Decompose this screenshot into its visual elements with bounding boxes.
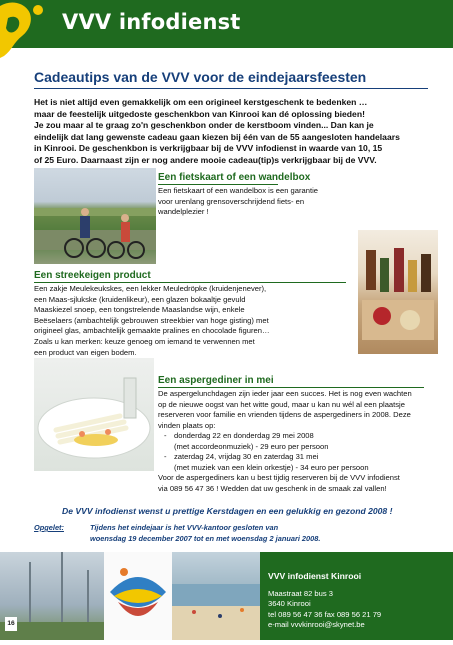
section-divider bbox=[158, 184, 278, 185]
intro-line: in Kinrooi. De geschenkbon is verkrijgbaar bij de VVV infodienst in waarde van 10, 15 bbox=[34, 143, 383, 154]
list-item bbox=[158, 431, 369, 442]
body-line: vinden plaats op: bbox=[158, 420, 216, 430]
body-line: Een zakje Meulekeukskes, een lekker Meuledröpke (kruidenjenever), bbox=[34, 284, 267, 293]
body-line: wandelplezier ! bbox=[158, 207, 209, 217]
body-line: Zoals u kan merken: keuze genoeg om iemand te verwennen met bbox=[34, 336, 255, 346]
body-line: op de nieuwe oogst van het witte goud, maar u kan nu wél al een plaatsje bbox=[158, 399, 405, 409]
list-text: (met muziek van een klein orkestje) - 34 euro per persoon bbox=[174, 462, 369, 472]
list-text: (met accordeonmuziek) - 29 euro per persoon bbox=[174, 441, 329, 451]
body-line: Maaskiezel snoep, een tongstrelende Maaslandse wijn, enkele bbox=[34, 305, 245, 315]
vvv-logo bbox=[0, 0, 58, 58]
body-line: via 089 56 47 36 ! Wedden dat uw geschenk in de smaak zal vallen! bbox=[158, 483, 387, 493]
list-item bbox=[158, 463, 369, 474]
section-body-asperge bbox=[158, 389, 412, 431]
article-title: Cadeautips van de VVV voor de eindejaarsfeesten bbox=[34, 69, 367, 85]
section-body-streek bbox=[34, 284, 270, 358]
body-line: reserveren voor familie en vrienden tijdens de aspergediners in 2008. Deze bbox=[158, 410, 411, 420]
section-divider bbox=[158, 387, 424, 388]
body-line: Een fietskaart of een wandelbox is een garantie bbox=[158, 186, 318, 195]
body-line: Voor de aspergediners kan u best tijdig reserveren bij de VVV infodienst bbox=[158, 473, 400, 482]
section-body-fietskaart bbox=[158, 186, 318, 218]
contact-title: VVV infodienst Kinrooi bbox=[268, 571, 362, 581]
asparagus-dish-photo bbox=[34, 358, 154, 471]
body-line: origineel glas, ambachtelijk gemaakte pralines en chocolade figuren… bbox=[34, 326, 270, 336]
list-item bbox=[158, 442, 369, 453]
list-dash: - bbox=[164, 431, 167, 440]
region-emblem bbox=[104, 552, 172, 640]
lake-beach-photo bbox=[172, 552, 260, 640]
section-title-streek: Een streekeigen product bbox=[34, 270, 151, 281]
title-divider bbox=[34, 88, 428, 89]
list-text: donderdag 22 en donderdag 29 mei 2008 bbox=[174, 431, 314, 440]
section-divider bbox=[34, 282, 346, 283]
contact-phone: tel 089 56 47 36 fax 089 56 21 79 bbox=[268, 609, 382, 619]
body-line: De aspergelunchdagen zijn ieder jaar een succes. Het is nog even wachten bbox=[158, 389, 412, 398]
list-text: zaterdag 24, vrijdag 30 en zaterdag 31 mei bbox=[174, 452, 319, 462]
regional-products-photo bbox=[358, 230, 438, 354]
page-number: 16 bbox=[5, 617, 17, 631]
cyclists-photo bbox=[34, 168, 156, 264]
body-line: een Maas-sjlukske (kruidenlikeur), een glazen bokaaltje gevuld bbox=[34, 294, 246, 304]
header-title: VVV infodienst bbox=[62, 10, 241, 34]
intro-line: eindelijk dat lang gewenste cadeau gaan kiezen bij één van de 55 aangesloten handelaars bbox=[34, 131, 400, 142]
body-line: Beëselaers (ambachtelijk gebrouwen streekbier van hoge gisting) met bbox=[34, 315, 269, 325]
intro-line: Het is niet altijd even gemakkelijk om een origineel kerstgeschenk te bedenken … bbox=[34, 97, 368, 107]
notice-text bbox=[90, 523, 320, 544]
intro-line: Je zou maar al te graag zo'n geschenkbon onder de kerstboom vinden... Dan kan je bbox=[34, 120, 374, 131]
intro-line: maar de feestelijk uitgedoste geschenkbon van Kinrooi kan dé oplossing bieden! bbox=[34, 108, 365, 119]
holiday-wish: De VVV infodienst wenst u prettige Kerstdagen en een gelukkig en gezond 2008 ! bbox=[62, 506, 393, 516]
notice-line: Tijdens het eindejaar is het VVV-kantoor gesloten van bbox=[90, 523, 279, 532]
body-line: voor urenlang grensoverschrijdend fiets- en bbox=[158, 196, 305, 206]
body-line: een product van eigen bodem. bbox=[34, 347, 137, 357]
list-dash: - bbox=[164, 452, 167, 462]
contact-city: 3640 Kinrooi bbox=[268, 599, 311, 609]
dinner-dates-list bbox=[158, 431, 369, 473]
contact-email: e-mail vvvkinrooi@skynet.be bbox=[268, 620, 365, 630]
section-footer-asperge bbox=[158, 473, 400, 494]
notice-label: Opgelet: bbox=[34, 523, 64, 532]
contact-address: Maastraat 82 bus 3 bbox=[268, 589, 334, 598]
contact-details bbox=[268, 589, 381, 631]
section-title-asperge: Een aspergediner in mei bbox=[158, 375, 274, 386]
article-intro bbox=[34, 97, 429, 167]
notice-line: woensdag 19 december 2007 tot en met woensdag 2 januari 2008. bbox=[90, 533, 321, 543]
list-item bbox=[158, 452, 369, 463]
intro-line: of 25 Euro. Daarnaast zijn er nog andere mooie cadeau(tip)s verkrijgbaar bij de VVV. bbox=[34, 154, 377, 165]
section-title-fietskaart: Een fietskaart of een wandelbox bbox=[158, 172, 311, 183]
